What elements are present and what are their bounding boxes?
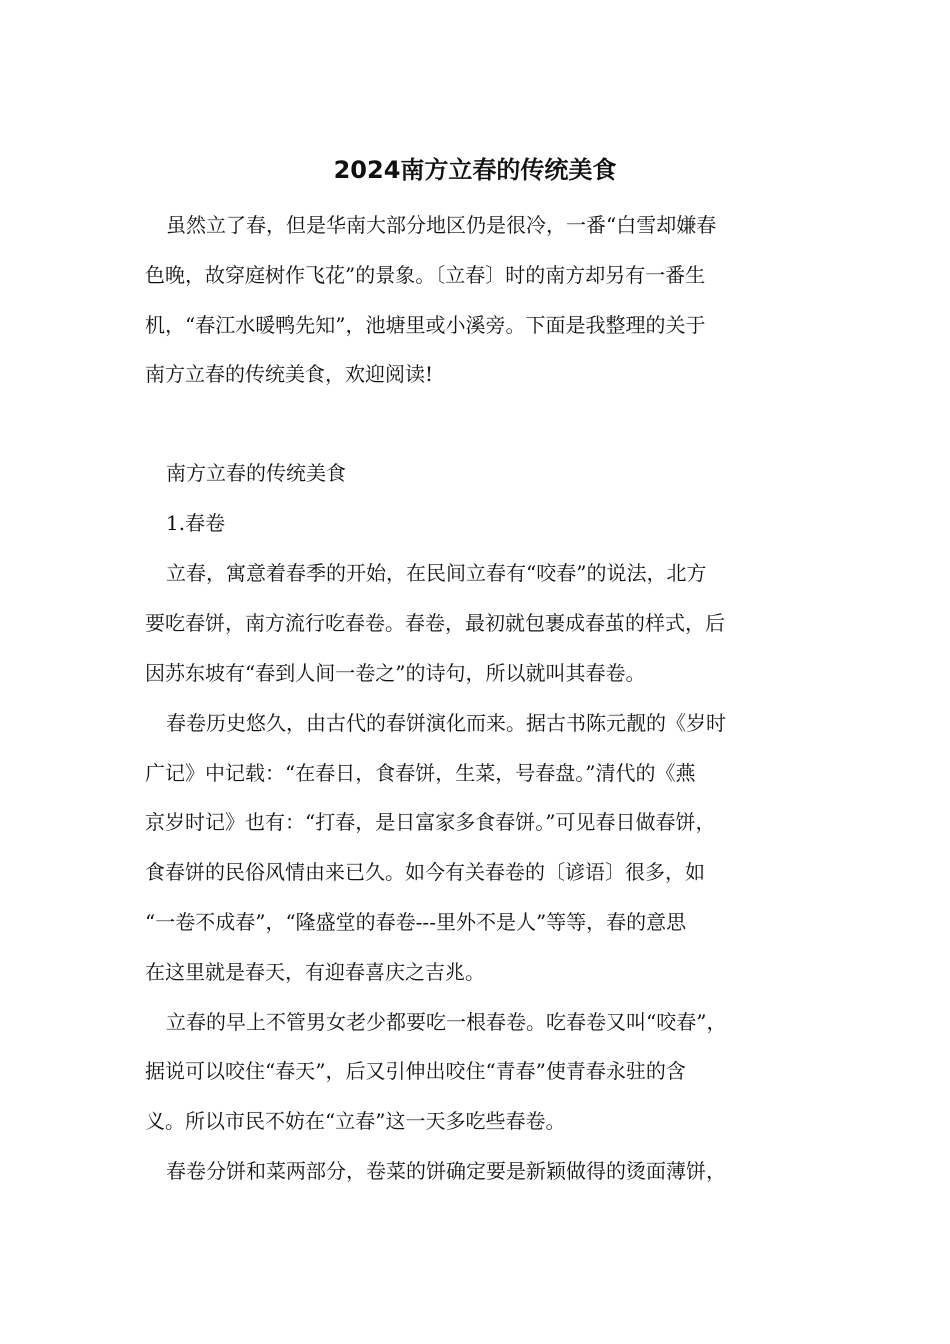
paragraph-line: 广记》中记载：“在春日，食春饼，生菜，号春盘。”清代的《燕 xyxy=(145,761,696,785)
section-heading: 南方立春的传统美食 xyxy=(166,461,346,485)
intro-line: 南方立春的传统美食，欢迎阅读! xyxy=(145,362,434,386)
paragraph-line: 据说可以咬住“春天”，后又引伸出咬住“青春”使青春永驻的含 xyxy=(145,1059,686,1083)
paragraph-line: “一卷不成春”，“隆盛堂的春卷---里外不是人”等等，春的意思 xyxy=(145,910,687,934)
paragraph-line: 义。所以市民不妨在“立春”这一天多吃些春卷。 xyxy=(145,1109,566,1133)
paragraph-line: 立春，寓意着春季的开始，在民间立春有“咬春”的说法，北方 xyxy=(166,561,707,585)
paragraph-line: 春卷分饼和菜两部分，卷菜的饼确定要是新颖做得的烫面薄饼， xyxy=(166,1159,726,1183)
paragraph-line: 在这里就是春天，有迎春喜庆之吉兆。 xyxy=(145,960,485,984)
paragraph-line: 春卷历史悠久，由古代的春饼演化而来。据古书陈元靓的《岁时 xyxy=(166,711,726,735)
paragraph-line: 食春饼的民俗风情由来已久。如今有关春卷的〔谚语〕很多，如 xyxy=(145,860,705,884)
intro-line: 虽然立了春，但是华南大部分地区仍是很冷，一番“白雪却嫌春 xyxy=(166,213,717,237)
intro-line: 机，“春江水暖鸭先知”，池塘里或小溪旁。下面是我整理的关于 xyxy=(145,313,706,337)
paragraph-line: 要吃春饼，南方流行吃春卷。春卷，最初就包裹成春茧的样式，后 xyxy=(145,611,725,635)
paragraph-line: 因苏东坡有“春到人间一卷之”的诗句，所以就叫其春卷。 xyxy=(145,661,646,685)
paragraph-line: 立春的早上不管男女老少都要吃一根春卷。吃春卷又叫“咬春”， xyxy=(166,1010,727,1034)
document-title: 2024南方立春的传统美食 xyxy=(333,156,617,184)
paragraph-line: 京岁时记》也有：“打春，是日富家多食春饼。”可见春日做春饼， xyxy=(145,810,716,834)
item-heading: 1.春卷 xyxy=(166,511,226,535)
intro-line: 色晚，故穿庭树作飞花”的景象。〔立春〕时的南方却另有一番生 xyxy=(145,263,706,287)
